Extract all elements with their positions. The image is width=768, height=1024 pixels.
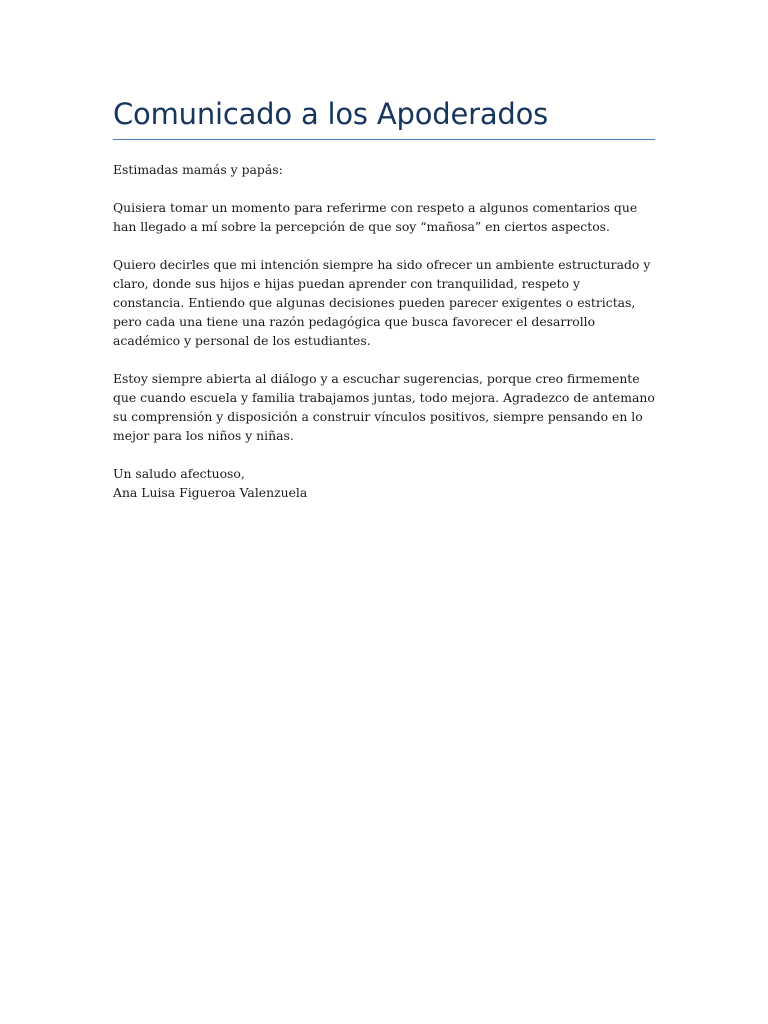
signature-block bbox=[113, 464, 655, 502]
paragraph-2: Quiero decirles que mi intención siempre ha sido ofrecer un ambiente estructurado y claro, donde sus hijos e hijas puedan aprender con tranquilidad, respeto y constancia. Entiendo que algunas decisiones pueden parecer exigentes o estrictas, pero cada una tiene una razón pedagógica que busca favorecer el desarrollo académico y personal de los estudiantes. bbox=[113, 257, 651, 348]
signature-name: Ana Luisa Figueroa Valenzuela bbox=[113, 485, 308, 500]
document-body bbox=[113, 160, 655, 502]
closing-line: Un saludo afectuoso, bbox=[113, 466, 245, 481]
document-content bbox=[113, 92, 655, 502]
paragraph-3: Estoy siempre abierta al diálogo y a escuchar sugerencias, porque creo firmemente que cuando escuela y familia trabajamos juntas, todo mejora. Agradezco de antemano su comprensión y disposición a construir vínculos positivos, siempre pensando en lo mejor para los niños y niñas. bbox=[113, 371, 655, 443]
paragraph-1: Quisiera tomar un momento para referirme con respeto a algunos comentarios que han llegado a mí sobre la percepción de que soy “mañosa” en ciertos aspectos. bbox=[113, 200, 638, 234]
title-underline bbox=[113, 139, 655, 140]
document-title: Comunicado a los Apoderados bbox=[113, 97, 549, 131]
greeting: Estimadas mamás y papás: bbox=[113, 162, 283, 177]
